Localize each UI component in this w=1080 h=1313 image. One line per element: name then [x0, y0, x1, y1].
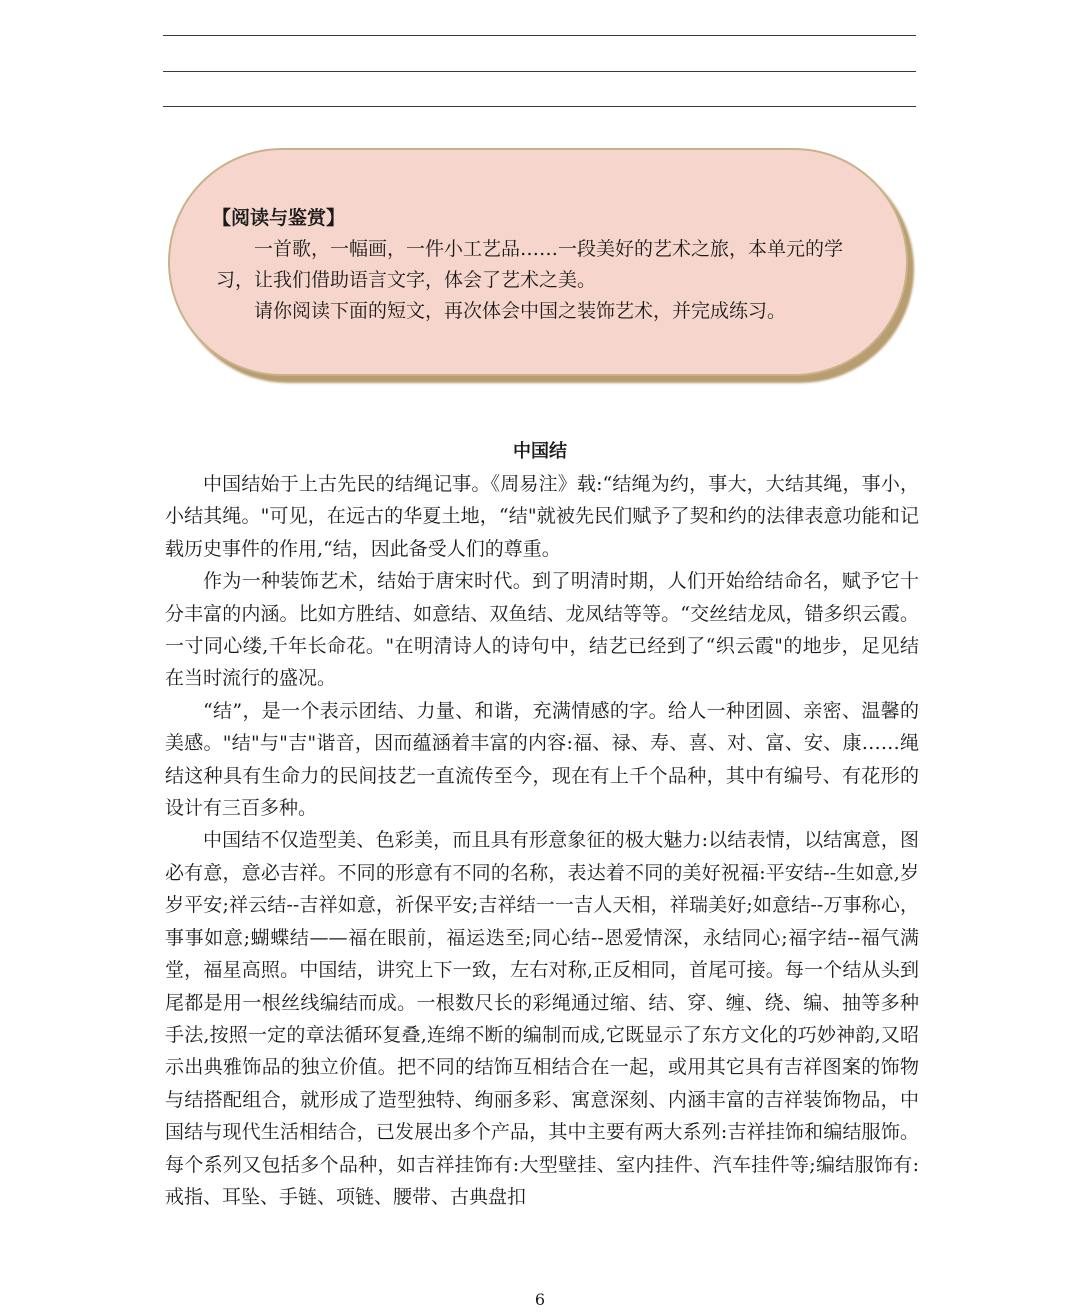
article-body — [165, 468, 919, 1213]
answer-line-2 — [163, 71, 916, 72]
reading-instruction-paragraph: 请你阅读下面的短文，再次体会中国之装饰艺术，并完成练习。 — [254, 300, 787, 322]
reading-heading: 【阅读与鉴赏】 — [212, 207, 346, 229]
reading-appreciation-box — [168, 148, 908, 376]
article-title: 中国结 — [513, 441, 567, 462]
page-number: 6 — [534, 1290, 546, 1309]
answer-line-3 — [163, 106, 916, 107]
article-paragraph-3: “结”，是一个表示团结、力量、和谐，充满情感的字。给人一种团圆、亲密、温馨的美感。"结"与"吉"谐音，因而蕴涵着丰富的内容:福、禄、寿、喜、对、富、安、康……绳结这种具有生命力的民间技艺一直流传至今，现在有上千个品种，其中有编号、有花形的设计有三百多种。 — [165, 699, 919, 820]
article-paragraph-1: 中国结始于上古先民的结绳记事。《周易注》载:“结绳为约，事大，大结其绳，事小，小结其绳。"可见，在远古的华夏土地，“结"就被先民们赋予了契和约的法律表意功能和记载历史事件的作用,“结，因此备受人们的尊重。 — [165, 473, 919, 560]
answer-line-1 — [163, 35, 916, 36]
article-paragraph-4: 中国结不仅造型美、色彩美，而且具有形意象征的极大魅力:以结表情，以结寓意，图必有意，意必吉祥。不同的形意有不同的名称，表达着不同的美好祝福:平安结--生如意,岁岁平安;祥云结--吉祥如意，祈保平安;吉祥结一一吉人天相，祥瑞美好;如意结--万事称心，事事如意;蝴蝶结——福在眼前，福运迭至;同心结--恩爱情深，永结同心;福字结--福气满堂，福星高照。中国结，讲究上下一致，左右对称,正反相同，首尾可接。每一个结从头到尾都是用一根丝线编结而成。一根数尺长的彩绳通过缩、结、穿、缠、绕、编、抽等多种手法,按照一定的章法循环复叠,连绵不断的编制而成,它既显示了东方文化的巧妙神韵,又昭示出典雅饰品的独立价值。把不同的结饰互相结合在一起，或用其它具有吉祥图案的饰物与结搭配组合，就形成了造型独特、绚丽多彩、寓意深刻、内涵丰富的吉祥装饰物品，中国结与现代生活相结合，已发展出多个产品，其中主要有两大系列:吉祥挂饰和编结服饰。每个系列又包括多个品种，如吉祥挂饰有:大型壁挂、室内挂件、汽车挂件等;编结服饰有:戒指、耳坠、手链、项链、腰带、古典盘扣 — [165, 829, 919, 1208]
reading-intro-paragraph: 一首歌，一幅画，一件小工艺品……一段美好的艺术之旅，本单元的学习，让我们借助语言文字，体会了艺术之美。 — [216, 238, 844, 291]
article-paragraph-2: 作为一种装饰艺术，结始于唐宋时代。到了明清时期，人们开始给结命名，赋予它十分丰富的内涵。比如方胜结、如意结、双鱼结、龙凤结等等。“交丝结龙凤，错多织云霞。一寸同心缕,千年长命花。"在明清诗人的诗句中，结艺已经到了“织云霞"的地步，足见结在当时流行的盛况。 — [165, 570, 919, 690]
